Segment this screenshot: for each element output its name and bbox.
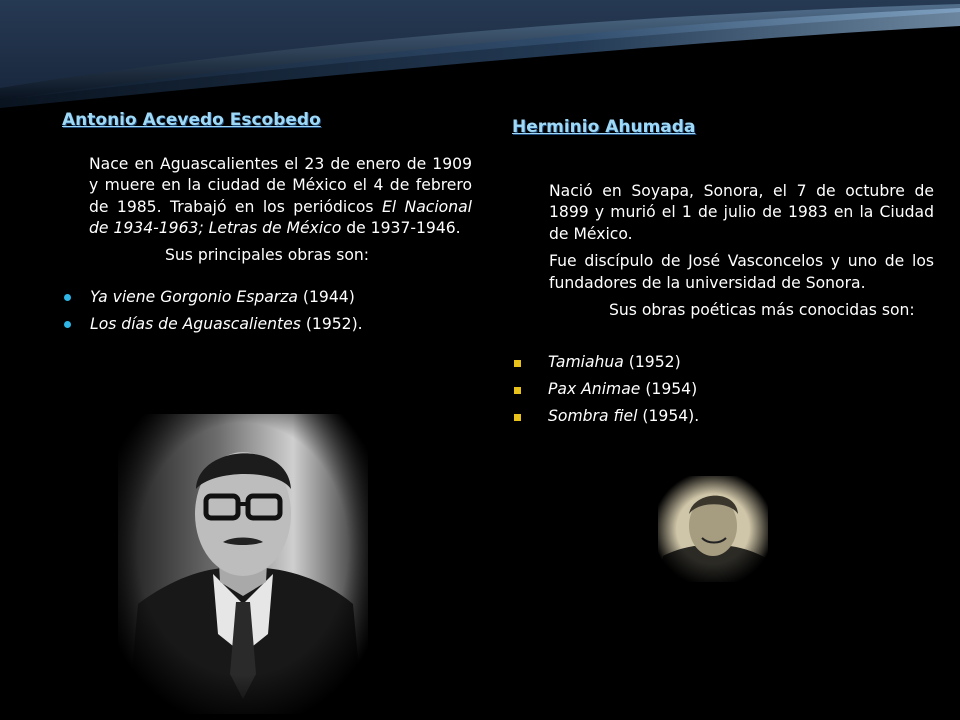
works-list-right — [512, 349, 934, 430]
works-list-left — [62, 284, 472, 338]
author-name-right: Herminio Ahumada — [512, 117, 696, 137]
work-title: Los días de Aguascalientes — [90, 314, 301, 333]
portrait-right — [658, 476, 768, 582]
bio-right-3: Sus obras poéticas más conocidas son: — [609, 301, 915, 320]
author-name-left: Antonio Acevedo Escobedo — [62, 110, 321, 130]
bio-left-italic: El Nacional de 1934-1963; Letras de México — [89, 197, 472, 238]
work-year: (1952). — [300, 314, 363, 333]
header-swoosh — [0, 0, 960, 110]
right-column — [512, 117, 934, 430]
bio-right-2: Fue discípulo de José Vasconcelos y uno de los fundadores de la universidad de Sonora. — [549, 252, 934, 292]
bio-left-text-2: de 1937-1946. — [341, 219, 461, 238]
work-title: Ya viene Gorgonio Esparza — [90, 287, 298, 306]
work-year: (1954). — [637, 407, 700, 426]
work-title: Pax Animae — [548, 380, 641, 399]
work-year: (1952) — [623, 353, 681, 372]
list-item — [62, 284, 472, 311]
list-item — [512, 403, 934, 430]
list-item — [512, 376, 934, 403]
bio-left — [62, 154, 472, 240]
list-item — [62, 311, 472, 338]
work-title: Tamiahua — [548, 353, 624, 372]
bio-left-text-1: Nace en Aguascalientes el 23 de enero de 1909 y muere en la ciudad de México el 4 de febrero de 1985. Trabajó en los periódicos — [89, 155, 472, 216]
portrait-left — [118, 414, 368, 714]
work-title: Sombra fiel — [548, 407, 638, 426]
work-year: (1944) — [297, 287, 355, 306]
bio-right-1: Nació en Soyapa, Sonora, el 7 de octubre de 1899 y murió el 1 de julio de 1983 en la Ciudad de México. — [549, 182, 934, 243]
work-year: (1954) — [640, 380, 698, 399]
list-item — [512, 349, 934, 376]
works-intro-left: Sus principales obras son: — [164, 245, 370, 264]
left-column — [62, 110, 472, 338]
